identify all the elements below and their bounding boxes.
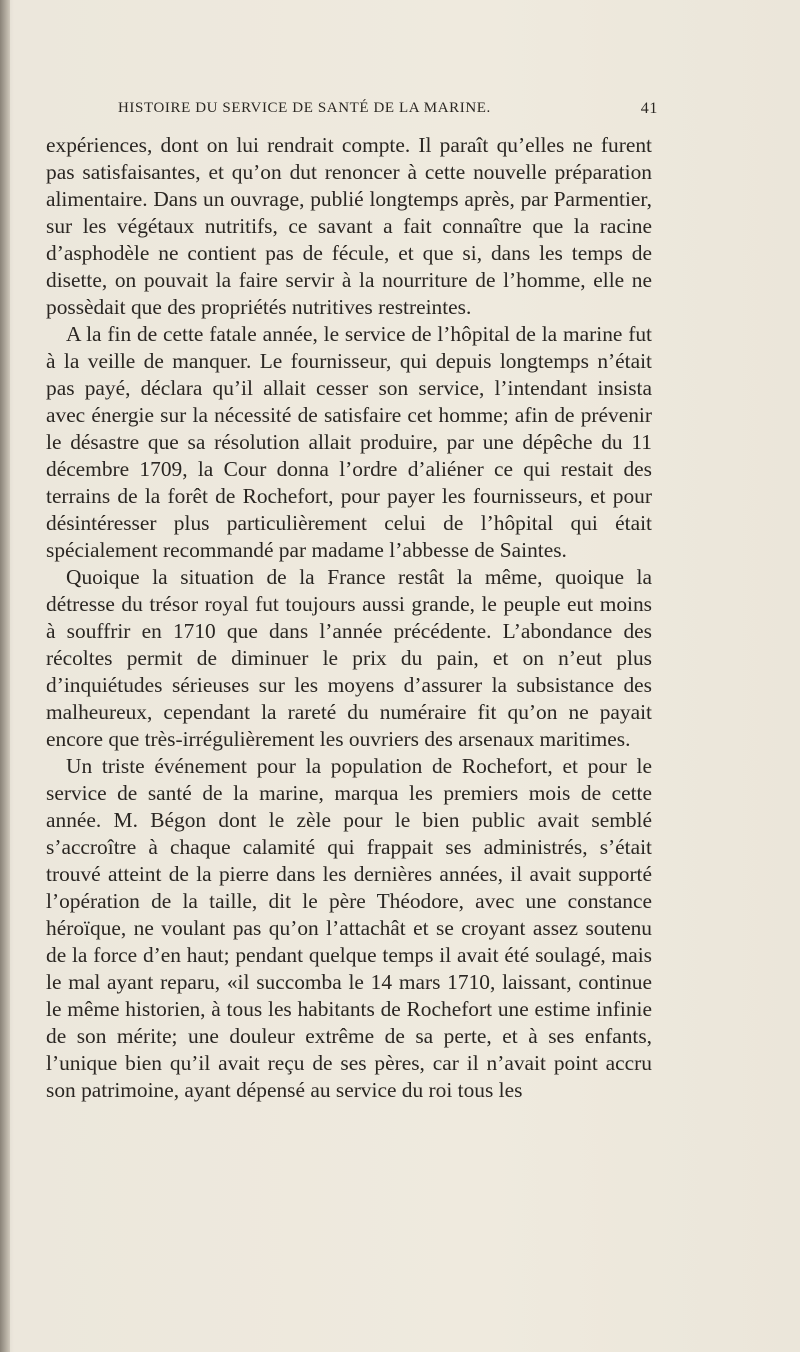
book-spine-shadow (0, 0, 10, 1352)
paragraph: expériences, dont on lui rendrait compte. Il paraît qu’elles ne furent pas satisfaisantes, et qu’on dut renoncer à cette nouvelle préparation alimentaire. Dans un ouvrage, publié longtemps après, par Parmentier, sur les végétaux nutritifs, ce savant a fait connaître que la racine d’asphodèle ne contient pas de fécule, et que si, dans les temps de disette, on pouvait la faire servir à la nourriture de l’homme, elle ne possèdait que des propriétés nutritives restreintes. (46, 133, 652, 319)
body-text (46, 132, 652, 1104)
running-title: HISTOIRE DU SERVICE DE SANTÉ DE LA MARINE. (118, 100, 491, 116)
paragraph: A la fin de cette fatale année, le service de l’hôpital de la marine fut à la veille de manquer. Le fournisseur, qui depuis longtemps n’était pas payé, déclara qu’il allait cesser son service, l’intendant insista avec énergie sur la nécessité de satisfaire cet homme; afin de prévenir le désastre que sa résolution allait produire, par une dépêche du 11 décembre 1709, la Cour donna l’ordre d’aliéner ce qui restait des terrains de la forêt de Rochefort, pour payer les fournisseurs, et pour désintéresser plus particulièrement celui de l’hôpital qui était spécialement recommandé par madame l’abbesse de Saintes. (46, 322, 652, 562)
paragraph: Un triste événement pour la population de Rochefort, et pour le service de santé de la marine, marqua les premiers mois de cette année. M. Bégon dont le zèle pour le bien public avait semblé s’accroître à chaque calamité qui frappait ses administrés, s’était trouvé atteint de la pierre dans les dernières années, il avait supporté l’opération de la taille, dit le père Théodore, avec une constance héroïque, ne voulant pas qu’on l’attachât et se croyant assez soutenu de la force d’en haut; pendant quelque temps il avait été soulagé, mais le mal ayant reparu, «il succomba le 14 mars 1710, laissant, continue le même historien, à tous les habitants de Rochefort une estime infinie de son mérite; une douleur extrême de sa perte, et à ses enfants, l’unique bien qu’il avait reçu de ses pères, car il n’avait point accru son patrimoine, ayant dépensé au service du roi tous les (46, 754, 652, 1102)
page-number: 41 (640, 100, 658, 117)
paragraph: Quoique la situation de la France restât la même, quoique la détresse du trésor royal fut toujours aussi grande, le peuple eut moins à souffrir en 1710 que dans l’année précédente. L’abondance des récoltes permit de diminuer le prix du pain, et on n’eut plus d’inquiétudes sérieuses sur les moyens d’assurer la subsistance des malheureux, cependant la rareté du numéraire fit qu’on ne payait encore que très-irrégulièrement les ouvriers des arsenaux maritimes. (46, 565, 652, 751)
